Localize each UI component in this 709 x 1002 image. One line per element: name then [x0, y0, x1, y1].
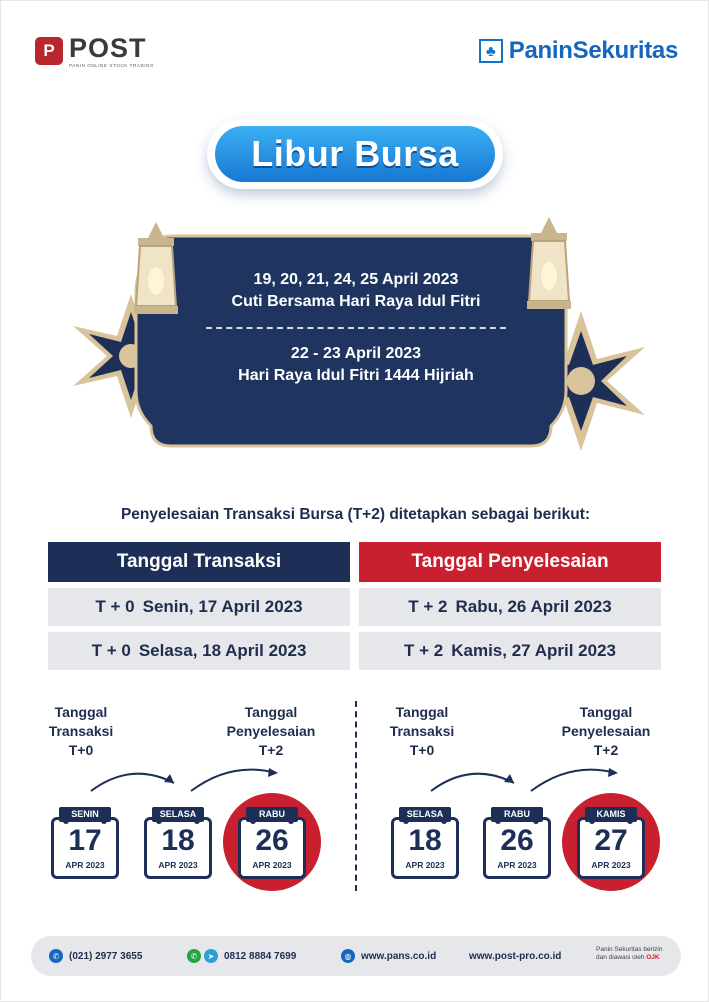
to-label: Tanggal Penyelesaian T+2: [561, 704, 651, 758]
clover-icon: ♣: [479, 39, 503, 63]
ojk-logo: OJK: [646, 954, 660, 961]
arrow-icon: [426, 761, 626, 796]
calendar-icon: RABU 26 APR 2023: [483, 807, 551, 879]
holiday-dates-2: 22 - 23 April 2023: [290, 345, 422, 362]
post-logo-icon: P: [35, 37, 63, 65]
banner-text: [151, 269, 561, 387]
website-link-post[interactable]: www.post-pro.co.id: [469, 950, 562, 962]
timeline-divider: [355, 701, 357, 891]
whatsapp-contact[interactable]: ✆ ➤ 0812 8884 7699: [187, 936, 296, 976]
phone-contact[interactable]: ✆ (021) 2977 3655: [49, 936, 142, 976]
contact-footer: [31, 936, 681, 976]
regulatory-note: Panin Sekuritas berizin dan diawasi oleh OJK: [596, 946, 663, 961]
phone-icon: ✆: [49, 949, 63, 963]
holiday-name-2: Hari Raya Idul Fitri 1444 Hijriah: [238, 367, 474, 384]
calendar-icon: SENIN 17 APR 2023: [51, 807, 119, 879]
panin-logo-word: PaninSekuritas: [508, 37, 678, 64]
calendar-icon: RABU 26 APR 2023: [238, 807, 306, 879]
post-logo-tagline: PANIN ONLINE STOCK TRADING: [69, 63, 155, 68]
arrow-icon: [86, 761, 286, 796]
panin-sekuritas-logo: [479, 37, 678, 65]
calendar-icon: SELASA 18 APR 2023: [391, 807, 459, 879]
settlement-column: [359, 542, 661, 670]
holiday-dates-1: 19, 20, 21, 24, 25 April 2023: [253, 271, 459, 288]
table-row: T + 0 Selasa, 18 April 2023: [48, 632, 350, 670]
telegram-icon: ➤: [204, 949, 218, 963]
from-label: Tanggal Transaksi T+0: [48, 704, 114, 758]
transaction-header: Tanggal Transaksi: [48, 542, 350, 582]
calendar-icon: KAMIS 27 APR 2023: [577, 807, 645, 879]
holiday-name-1: Cuti Bersama Hari Raya Idul Fitri: [231, 293, 481, 310]
calendar-icon: SELASA 18 APR 2023: [144, 807, 212, 879]
website-link-pans[interactable]: ◍ www.pans.co.id: [341, 936, 436, 976]
globe-icon: ◍: [341, 949, 355, 963]
to-label: Tanggal Penyelesaian T+2: [226, 704, 316, 758]
title-badge: [207, 119, 503, 189]
transaction-column: [48, 542, 350, 670]
table-row: T + 0 Senin, 17 April 2023: [48, 588, 350, 626]
settlement-heading: Penyelesaian Transaksi Bursa (T+2) ditetapkan sebagai berikut:: [120, 506, 591, 523]
table-row: T + 2 Kamis, 27 April 2023: [359, 632, 661, 670]
table-row: T + 2 Rabu, 26 April 2023: [359, 588, 661, 626]
post-logo: [35, 35, 154, 69]
whatsapp-icon: ✆: [187, 949, 201, 963]
page-title: Libur Bursa: [251, 133, 459, 174]
banner-divider: [206, 327, 506, 329]
from-label: Tanggal Transaksi T+0: [389, 704, 455, 758]
settlement-header: Tanggal Penyelesaian: [359, 542, 661, 582]
post-logo-word: POST: [69, 33, 147, 63]
